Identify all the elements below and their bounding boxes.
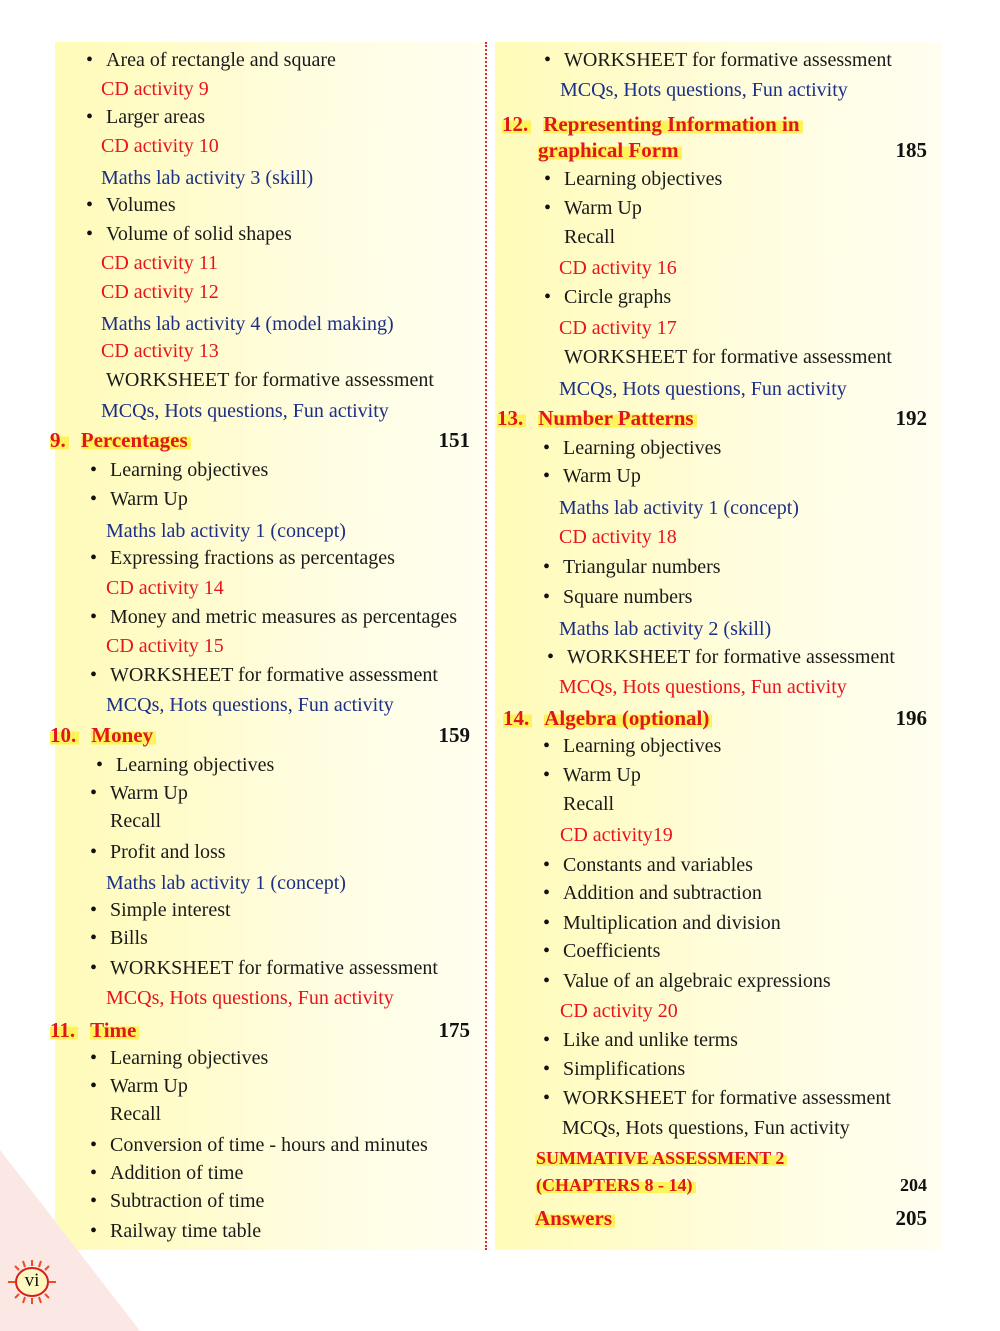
bullet-icon: • xyxy=(543,556,551,578)
bullet-icon: • xyxy=(90,1134,98,1156)
chapter-number: 10. xyxy=(50,723,79,747)
bullet-icon: • xyxy=(547,646,555,668)
topic-item: Learning objectives xyxy=(110,459,269,481)
topic-item: WORKSHEET for formative assessment xyxy=(563,1087,891,1109)
topic-item: Addition of time xyxy=(110,1162,244,1184)
topic-item: Addition and subtraction xyxy=(563,882,762,904)
page-number-ref: 151 xyxy=(438,428,470,452)
cd-activity-item: CD activity 18 xyxy=(559,526,677,548)
topic-item: Recall xyxy=(564,226,616,248)
topic-item: Like and unlike terms xyxy=(563,1029,738,1051)
topic-item: WORKSHEET for formative assessment xyxy=(564,346,892,368)
bullet-icon: • xyxy=(90,782,98,804)
topic-item: Area of rectangle and square xyxy=(106,49,336,71)
cd-activity-item: CD activity 20 xyxy=(560,1000,678,1022)
cd-activity-item: CD activity 14 xyxy=(106,577,224,599)
bullet-icon: • xyxy=(543,735,551,757)
topic-item: Warm Up xyxy=(110,782,188,804)
page-number-ref: 159 xyxy=(438,723,470,747)
cd-activity-item: CD activity 15 xyxy=(106,635,224,657)
lab-activity-item: MCQs, Hots questions, Fun activity xyxy=(106,694,394,716)
chapter-heading xyxy=(536,1145,787,1171)
topic-item: Profit and loss xyxy=(110,841,226,863)
topic-item: Square numbers xyxy=(563,586,693,608)
topic-item: Simple interest xyxy=(110,899,231,921)
topic-item: WORKSHEET for formative assessment xyxy=(106,369,434,391)
chapter-heading xyxy=(538,137,682,163)
bullet-icon: • xyxy=(544,168,552,190)
chapter-heading xyxy=(497,405,697,431)
chapter-number: 14. xyxy=(503,706,532,730)
bullet-icon: • xyxy=(543,1029,551,1051)
topic-item: Larger areas xyxy=(106,106,206,128)
topic-item: Learning objectives xyxy=(116,754,275,776)
topic-item: WORKSHEET for formative assessment xyxy=(110,957,438,979)
topic-item: Subtraction of time xyxy=(110,1190,265,1212)
topic-item: Multiplication and division xyxy=(563,912,781,934)
bullet-icon: • xyxy=(90,957,98,979)
chapter-heading xyxy=(535,1205,615,1231)
cd-activity-item: CD activity 16 xyxy=(559,257,677,279)
topic-item: Money and metric measures as percentages xyxy=(110,606,458,628)
topic-item: Recall xyxy=(110,810,162,832)
bullet-icon: • xyxy=(543,764,551,786)
topic-item: Value of an algebraic expressions xyxy=(563,970,831,992)
bullet-icon: • xyxy=(90,841,98,863)
chapter-number: 12. xyxy=(502,112,531,136)
cd-activity-item: MCQs, Hots questions, Fun activity xyxy=(106,987,394,1009)
topic-item: Warm Up xyxy=(110,1075,188,1097)
topic-item: Simplifications xyxy=(563,1058,686,1080)
chapter-number: 11. xyxy=(50,1018,78,1042)
topic-item: Learning objectives xyxy=(563,735,722,757)
lab-activity-item: Maths lab activity 1 (concept) xyxy=(106,520,346,542)
bullet-icon: • xyxy=(90,1190,98,1212)
page-number-ref: 196 xyxy=(895,706,927,730)
bullet-icon: • xyxy=(90,899,98,921)
bullet-icon: • xyxy=(543,465,551,487)
topic-item: Bills xyxy=(110,927,148,949)
topic-item: Recall xyxy=(110,1103,162,1125)
lab-activity-item: Maths lab activity 3 (skill) xyxy=(101,167,314,189)
lab-activity-item: MCQs, Hots questions, Fun activity xyxy=(559,378,847,400)
topic-item: WORKSHEET for formative assessment xyxy=(564,49,892,71)
topic-item: Volumes xyxy=(106,194,176,216)
topic-item: Volume of solid shapes xyxy=(106,223,292,245)
bullet-icon: • xyxy=(90,664,98,686)
bullet-icon: • xyxy=(90,547,98,569)
topic-item: Conversion of time - hours and minutes xyxy=(110,1134,428,1156)
bullet-icon: • xyxy=(90,606,98,628)
chapter-title: Money xyxy=(91,723,156,747)
chapter-title: Answers xyxy=(535,1206,615,1230)
topic-item: Recall xyxy=(563,793,615,815)
topic-item: Warm Up xyxy=(564,197,642,219)
chapter-title: Time xyxy=(90,1018,139,1042)
bullet-icon: • xyxy=(543,940,551,962)
topic-item: Warm Up xyxy=(110,488,188,510)
cd-activity-item: CD activity19 xyxy=(560,824,673,846)
bullet-icon: • xyxy=(90,1162,98,1184)
bullet-icon: • xyxy=(543,437,551,459)
topic-item: Constants and variables xyxy=(563,854,753,876)
topic-item: Warm Up xyxy=(563,764,641,786)
bullet-icon: • xyxy=(543,882,551,904)
topic-item: Railway time table xyxy=(110,1220,262,1242)
bullet-icon: • xyxy=(543,970,551,992)
page-number-ref: 185 xyxy=(895,138,927,162)
bullet-icon: • xyxy=(90,1047,98,1069)
topic-item: Warm Up xyxy=(563,465,641,487)
page-number-ref: 175 xyxy=(438,1018,470,1042)
chapter-title: Percentages xyxy=(81,428,191,452)
cd-activity-item: MCQs, Hots questions, Fun activity xyxy=(559,676,847,698)
page-number-ref: 205 xyxy=(895,1206,927,1230)
chapter-heading xyxy=(503,705,712,731)
lab-activity-item: Maths lab activity 4 (model making) xyxy=(101,313,394,335)
cd-activity-item: CD activity 10 xyxy=(101,135,219,157)
bullet-icon: • xyxy=(90,1220,98,1242)
column-divider xyxy=(485,42,487,1250)
topic-item: Expressing fractions as percentages xyxy=(110,547,395,569)
lab-activity-item: MCQs, Hots questions, Fun activity xyxy=(101,400,389,422)
cd-activity-item: CD activity 12 xyxy=(101,281,219,303)
cd-activity-item: CD activity 17 xyxy=(559,317,677,339)
chapter-number: 13. xyxy=(497,406,526,430)
cd-activity-item: CD activity 13 xyxy=(101,340,219,362)
chapter-heading xyxy=(536,1172,696,1198)
topic-item: WORKSHEET for formative assessment xyxy=(110,664,438,686)
bullet-icon: • xyxy=(544,197,552,219)
chapter-title: Algebra (optional) xyxy=(544,706,712,730)
chapter-title: Number Patterns xyxy=(538,406,696,430)
bullet-icon: • xyxy=(544,286,552,308)
topic-item: Coefficients xyxy=(563,940,661,962)
chapter-title: Representing Information in xyxy=(543,112,802,136)
bullet-icon: • xyxy=(96,754,104,776)
bullet-icon: • xyxy=(543,1087,551,1109)
bullet-icon: • xyxy=(543,1058,551,1080)
lab-activity-item: Maths lab activity 1 (concept) xyxy=(559,497,799,519)
page-number-ref: 192 xyxy=(895,406,927,430)
topic-item: MCQs, Hots questions, Fun activity xyxy=(562,1117,850,1139)
bullet-icon: • xyxy=(90,459,98,481)
chapter-title: (CHAPTERS 8 - 14) xyxy=(536,1175,696,1195)
topic-item: Circle graphs xyxy=(564,286,672,308)
bullet-icon: • xyxy=(544,49,552,71)
chapter-title: graphical Form xyxy=(538,138,682,162)
bullet-icon: • xyxy=(543,912,551,934)
topic-item: Learning objectives xyxy=(563,437,722,459)
cd-activity-item: CD activity 11 xyxy=(101,252,219,274)
chapter-number: 9. xyxy=(50,428,69,452)
topic-item: Triangular numbers xyxy=(563,556,721,578)
bullet-icon: • xyxy=(86,194,94,216)
topic-item: Learning objectives xyxy=(110,1047,269,1069)
lab-activity-item: MCQs, Hots questions, Fun activity xyxy=(560,79,848,101)
chapter-title: SUMMATIVE ASSESSMENT 2 xyxy=(536,1148,787,1168)
page-number-badge xyxy=(6,1258,58,1306)
bullet-icon: • xyxy=(86,49,94,71)
bullet-icon: • xyxy=(543,854,551,876)
bullet-icon: • xyxy=(86,106,94,128)
chapter-heading xyxy=(50,722,156,748)
lab-activity-item: Maths lab activity 2 (skill) xyxy=(559,618,772,640)
bullet-icon: • xyxy=(90,927,98,949)
page-number-ref: 204 xyxy=(900,1175,927,1195)
cd-activity-item: CD activity 9 xyxy=(101,78,209,100)
bullet-icon: • xyxy=(86,223,94,245)
bullet-icon: • xyxy=(90,1075,98,1097)
chapter-heading xyxy=(50,1017,139,1043)
topic-item: WORKSHEET for formative assessment xyxy=(567,646,895,668)
page-number: vi xyxy=(24,1270,40,1291)
bullet-icon: • xyxy=(543,586,551,608)
chapter-heading xyxy=(502,111,803,137)
bullet-icon: • xyxy=(90,488,98,510)
topic-item: Learning objectives xyxy=(564,168,723,190)
lab-activity-item: Maths lab activity 1 (concept) xyxy=(106,872,346,894)
chapter-heading xyxy=(50,427,191,453)
